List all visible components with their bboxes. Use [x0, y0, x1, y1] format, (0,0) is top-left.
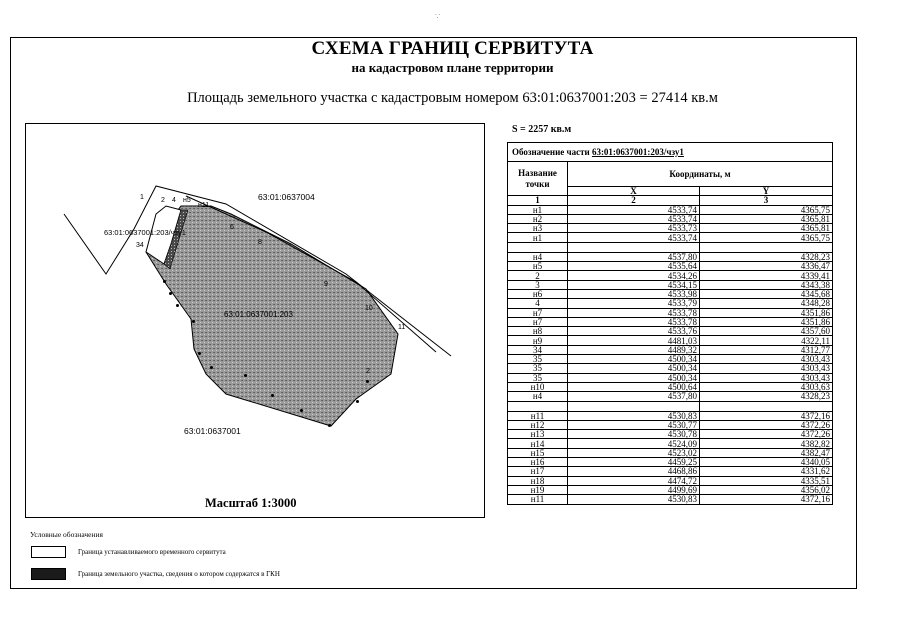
page-subtitle: на кадастровом плане территории	[351, 60, 554, 75]
point-name-cell: н2	[508, 214, 568, 223]
block-label-bottom: 63:01:0637001	[184, 426, 241, 436]
point-name-cell: 3	[508, 280, 568, 289]
table-row	[508, 289, 833, 298]
x-cell: 4530,83	[568, 411, 700, 420]
x-cell: 4534,15	[568, 280, 700, 289]
x-cell	[568, 401, 700, 411]
x-cell: 4533,74	[568, 205, 700, 214]
y-cell: 4372,26	[700, 420, 833, 429]
legend-title: Условные обозначения	[30, 530, 103, 539]
x-cell: 4535,64	[568, 262, 700, 271]
area-s-label: S = 2257 кв.м	[512, 124, 572, 135]
map-panel	[25, 123, 485, 518]
point-name-cell: н17	[508, 467, 568, 476]
pt-label-34: 34	[136, 242, 144, 249]
point-name-cell: н4	[508, 252, 568, 261]
part-label: 63:01:0637001:203/чзу1	[104, 228, 186, 237]
y-cell: 4365,81	[700, 224, 833, 233]
x-cell: 4530,78	[568, 430, 700, 439]
table-row	[508, 271, 833, 280]
point-name-cell: н13	[508, 430, 568, 439]
boundary-point	[198, 352, 201, 355]
boundary-point	[176, 304, 179, 307]
x-cell: 4537,80	[568, 252, 700, 261]
x-cell: 4523,02	[568, 448, 700, 457]
x-cell	[568, 242, 700, 252]
point-name-cell: 2	[508, 271, 568, 280]
table-row	[508, 448, 833, 457]
x-cell: 4489,32	[568, 345, 700, 354]
y-cell: 4335,51	[700, 476, 833, 485]
y-cell: 4382,47	[700, 448, 833, 457]
y-cell: 4343,38	[700, 280, 833, 289]
y-cell: 4356,02	[700, 485, 833, 494]
pt-label-2: 2	[161, 197, 165, 204]
table-row	[508, 252, 833, 261]
table-row	[508, 495, 833, 504]
table-row	[508, 392, 833, 401]
table-row	[508, 205, 833, 214]
cadastral-map	[26, 124, 485, 518]
point-name-cell: 35	[508, 373, 568, 382]
table-row	[508, 439, 833, 448]
x-cell: 4500,34	[568, 373, 700, 382]
x-cell: 4530,77	[568, 420, 700, 429]
header-x: X	[568, 187, 700, 196]
x-cell: 4499,69	[568, 485, 700, 494]
y-cell: 4328,23	[700, 252, 833, 261]
area-line: Площадь земельного участка с кадастровым номером 63:01:0637001:203 = 27414 кв.м	[187, 90, 718, 106]
point-name-cell: 35	[508, 355, 568, 364]
point-name-cell: н9	[508, 336, 568, 345]
block-label-top: 63:01:0637004	[258, 192, 315, 202]
y-cell	[700, 401, 833, 411]
point-name-cell: н11	[508, 495, 568, 504]
point-name-cell: н7	[508, 308, 568, 317]
point-name-cell: н10	[508, 382, 568, 391]
point-name-cell: н16	[508, 458, 568, 467]
table-row	[508, 317, 833, 326]
table-row	[508, 355, 833, 364]
point-name-cell: 35	[508, 364, 568, 373]
y-cell: 4312,77	[700, 345, 833, 354]
pt-label-n5: н5	[183, 197, 191, 204]
table-row	[508, 458, 833, 467]
col-index: 1	[508, 196, 568, 205]
boundary-point	[192, 320, 195, 323]
pt-label-10: 10	[365, 305, 373, 312]
y-cell: 4331,62	[700, 467, 833, 476]
y-cell: 4372,16	[700, 495, 833, 504]
table-row	[508, 214, 833, 223]
table-row	[508, 420, 833, 429]
x-cell: 4533,79	[568, 299, 700, 308]
table-row	[508, 467, 833, 476]
boundary-point	[271, 394, 274, 397]
point-name-cell: н6	[508, 289, 568, 298]
y-cell: 4328,23	[700, 392, 833, 401]
table-row	[508, 308, 833, 317]
part-designation: Обозначение части 63:01:0637001:203/чзу1	[508, 143, 833, 162]
boundary-point	[169, 292, 172, 295]
point-name-cell: н11	[508, 411, 568, 420]
boundary-point	[356, 400, 359, 403]
boundary-point	[163, 280, 166, 283]
y-cell: 4348,28	[700, 299, 833, 308]
pt-label-n11: н11	[198, 202, 210, 209]
x-cell: 4474,72	[568, 476, 700, 485]
x-cell: 4533,74	[568, 233, 700, 242]
point-name-cell: н7	[508, 317, 568, 326]
y-cell: 4303,43	[700, 373, 833, 382]
pt-label-4: 4	[172, 197, 176, 204]
table-row	[508, 224, 833, 233]
x-cell: 4500,34	[568, 355, 700, 364]
y-cell	[700, 242, 833, 252]
x-cell: 4533,78	[568, 317, 700, 326]
legend-swatch-servitude	[31, 546, 66, 558]
y-cell: 4365,75	[700, 233, 833, 242]
x-cell: 4468,86	[568, 467, 700, 476]
point-name-cell: 4	[508, 299, 568, 308]
table-row	[508, 280, 833, 289]
point-name-cell: 34	[508, 345, 568, 354]
point-name-cell: н14	[508, 439, 568, 448]
pt-label-6: 6	[230, 224, 234, 231]
y-cell: 4336,47	[700, 262, 833, 271]
table-row	[508, 299, 833, 308]
y-cell: 4372,26	[700, 430, 833, 439]
legend-text-servitude: Граница устанавливаемого временного сервитута	[78, 548, 226, 556]
boundary-point	[210, 366, 213, 369]
coordinates-table	[507, 142, 833, 505]
pt-label-2b: 2	[366, 368, 370, 375]
table-row	[508, 411, 833, 420]
table-row	[508, 401, 833, 411]
point-name-cell: н19	[508, 485, 568, 494]
table-row	[508, 327, 833, 336]
y-cell: 4351,86	[700, 317, 833, 326]
point-name-cell: н1	[508, 233, 568, 242]
table-row	[508, 345, 833, 354]
corner-mark: ∵	[435, 12, 441, 21]
table-row	[508, 382, 833, 391]
y-cell: 4365,81	[700, 214, 833, 223]
table-row	[508, 373, 833, 382]
boundary-point	[328, 424, 331, 427]
header-coordinates: Координаты, м	[568, 162, 833, 187]
point-name-cell: н18	[508, 476, 568, 485]
x-cell: 4530,83	[568, 495, 700, 504]
table-row	[508, 336, 833, 345]
x-cell: 4533,74	[568, 214, 700, 223]
x-cell: 4537,80	[568, 392, 700, 401]
x-cell: 4533,78	[568, 308, 700, 317]
point-name-cell: н3	[508, 224, 568, 233]
pt-label-11: 11	[398, 324, 406, 331]
point-name-cell: н15	[508, 448, 568, 457]
page-title: СХЕМА ГРАНИЦ СЕРВИТУТА	[311, 38, 594, 59]
table-row	[508, 485, 833, 494]
y-cell: 4303,63	[700, 382, 833, 391]
legend-swatch-parcel	[31, 568, 66, 580]
x-cell: 4500,64	[568, 382, 700, 391]
y-cell: 4339,41	[700, 271, 833, 280]
table-row	[508, 430, 833, 439]
boundary-point	[300, 409, 303, 412]
point-name-cell	[508, 242, 568, 252]
table-row	[508, 233, 833, 242]
y-cell: 4372,16	[700, 411, 833, 420]
x-cell: 4534,26	[568, 271, 700, 280]
col-index: 3	[700, 196, 833, 205]
pt-label-9: 9	[324, 281, 328, 288]
point-name-cell: н4	[508, 392, 568, 401]
header-point-name: Название точки	[508, 162, 568, 196]
table-row	[508, 364, 833, 373]
pt-label-8: 8	[258, 239, 262, 246]
point-name-cell: н12	[508, 420, 568, 429]
x-cell: 4500,34	[568, 364, 700, 373]
col-index: 2	[568, 196, 700, 205]
parcel-label: 63:01:0637001:203	[224, 310, 293, 319]
boundary-point	[366, 380, 369, 383]
y-cell: 4357,60	[700, 327, 833, 336]
table-row	[508, 242, 833, 252]
boundary-point	[244, 374, 247, 377]
header-y: Y	[700, 187, 833, 196]
y-cell: 4340,05	[700, 458, 833, 467]
y-cell: 4303,43	[700, 364, 833, 373]
point-name-cell: н5	[508, 262, 568, 271]
x-cell: 4481,03	[568, 336, 700, 345]
table-row	[508, 262, 833, 271]
point-name-cell: н8	[508, 327, 568, 336]
table-row	[508, 476, 833, 485]
point-name-cell: н1	[508, 205, 568, 214]
y-cell: 4351,86	[700, 308, 833, 317]
x-cell: 4524,09	[568, 439, 700, 448]
y-cell: 4345,68	[700, 289, 833, 298]
scale-label: Масштаб 1:3000	[205, 496, 297, 510]
x-cell: 4533,98	[568, 289, 700, 298]
x-cell: 4533,76	[568, 327, 700, 336]
legend-text-parcel: Граница земельного участка, сведения о котором содержатся в ГКН	[78, 570, 280, 578]
y-cell: 4303,43	[700, 355, 833, 364]
point-name-cell	[508, 401, 568, 411]
x-cell: 4459,25	[568, 458, 700, 467]
y-cell: 4382,82	[700, 439, 833, 448]
x-cell: 4533,73	[568, 224, 700, 233]
y-cell: 4365,75	[700, 205, 833, 214]
pt-label-1: 1	[140, 194, 144, 201]
y-cell: 4322,11	[700, 336, 833, 345]
